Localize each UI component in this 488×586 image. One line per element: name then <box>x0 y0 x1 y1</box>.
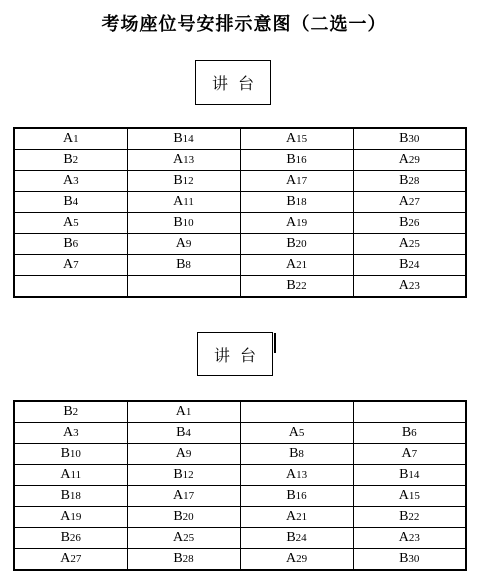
seat-cell <box>14 276 127 298</box>
seat-cell: A5 <box>240 423 353 444</box>
seat-cell: B30 <box>353 549 466 571</box>
seat-cell: A7 <box>353 444 466 465</box>
podium-label-1: 讲台 <box>211 74 264 93</box>
page-title: 考场座位号安排示意图（二选一） <box>101 14 387 35</box>
seat-cell: A11 <box>14 465 127 486</box>
seat-cell: B16 <box>240 486 353 507</box>
table-row <box>14 444 466 465</box>
seat-cell: A9 <box>127 444 240 465</box>
text-cursor <box>274 333 276 353</box>
seat-cell: B24 <box>240 528 353 549</box>
seat-cell: A1 <box>14 128 127 150</box>
seat-cell: B16 <box>240 150 353 171</box>
table-row <box>14 150 466 171</box>
seat-cell: A21 <box>240 507 353 528</box>
seat-cell: B20 <box>127 507 240 528</box>
seat-cell: A19 <box>14 507 127 528</box>
table-row <box>14 401 466 423</box>
seat-cell: B10 <box>127 213 240 234</box>
seat-cell: B8 <box>127 255 240 276</box>
seat-cell: A13 <box>240 465 353 486</box>
seat-cell: B14 <box>127 128 240 150</box>
seat-cell: B2 <box>14 401 127 423</box>
seat-cell: A17 <box>240 171 353 192</box>
seat-cell: B6 <box>353 423 466 444</box>
seat-cell: B10 <box>14 444 127 465</box>
table-row <box>14 528 466 549</box>
seat-cell: B14 <box>353 465 466 486</box>
seat-cell: A23 <box>353 528 466 549</box>
table-row <box>14 234 466 255</box>
table-row <box>14 192 466 213</box>
table-row <box>14 255 466 276</box>
seat-cell: A25 <box>353 234 466 255</box>
table-row <box>14 549 466 571</box>
seat-cell: B20 <box>240 234 353 255</box>
seat-cell: B4 <box>127 423 240 444</box>
seat-cell: A23 <box>353 276 466 298</box>
seat-cell: B22 <box>353 507 466 528</box>
podium-label-2: 讲台 <box>213 345 266 365</box>
seat-cell <box>353 401 466 423</box>
seat-cell <box>240 401 353 423</box>
seat-cell: B22 <box>240 276 353 298</box>
seat-cell: B24 <box>353 255 466 276</box>
seat-cell: A9 <box>127 234 240 255</box>
seat-cell: A11 <box>127 192 240 213</box>
seat-cell: A15 <box>353 486 466 507</box>
seat-cell: B8 <box>240 444 353 465</box>
seat-cell: A7 <box>14 255 127 276</box>
seat-cell: A17 <box>127 486 240 507</box>
seat-cell: B2 <box>14 150 127 171</box>
table-row <box>14 171 466 192</box>
table-row <box>14 486 466 507</box>
seat-cell: A15 <box>240 128 353 150</box>
seat-cell: B26 <box>353 213 466 234</box>
seat-cell: A27 <box>14 549 127 571</box>
seat-cell: B6 <box>14 234 127 255</box>
seat-cell: B18 <box>14 486 127 507</box>
table-row <box>14 213 466 234</box>
podium-box-1 <box>195 60 271 105</box>
seat-cell: B26 <box>14 528 127 549</box>
table-row <box>14 276 466 298</box>
table-row <box>14 423 466 444</box>
seat-cell: A13 <box>127 150 240 171</box>
seating-table-2 <box>13 400 467 571</box>
seat-cell: B12 <box>127 171 240 192</box>
seat-cell: A3 <box>14 423 127 444</box>
seat-cell: A19 <box>240 213 353 234</box>
podium-box-2 <box>197 332 273 376</box>
table-row <box>14 507 466 528</box>
seat-cell <box>127 276 240 298</box>
seat-cell: A5 <box>14 213 127 234</box>
seat-cell: B28 <box>127 549 240 571</box>
seat-cell: A1 <box>127 401 240 423</box>
seat-cell: B18 <box>240 192 353 213</box>
seat-cell: B4 <box>14 192 127 213</box>
table-row <box>14 465 466 486</box>
seat-cell: B30 <box>353 128 466 150</box>
seat-cell: A3 <box>14 171 127 192</box>
seat-cell: A25 <box>127 528 240 549</box>
seat-cell: B12 <box>127 465 240 486</box>
seat-cell: A27 <box>353 192 466 213</box>
seat-cell: A29 <box>353 150 466 171</box>
seating-table-1 <box>13 127 467 298</box>
seat-cell: A21 <box>240 255 353 276</box>
table-row <box>14 128 466 150</box>
seat-cell: B28 <box>353 171 466 192</box>
seat-cell: A29 <box>240 549 353 571</box>
